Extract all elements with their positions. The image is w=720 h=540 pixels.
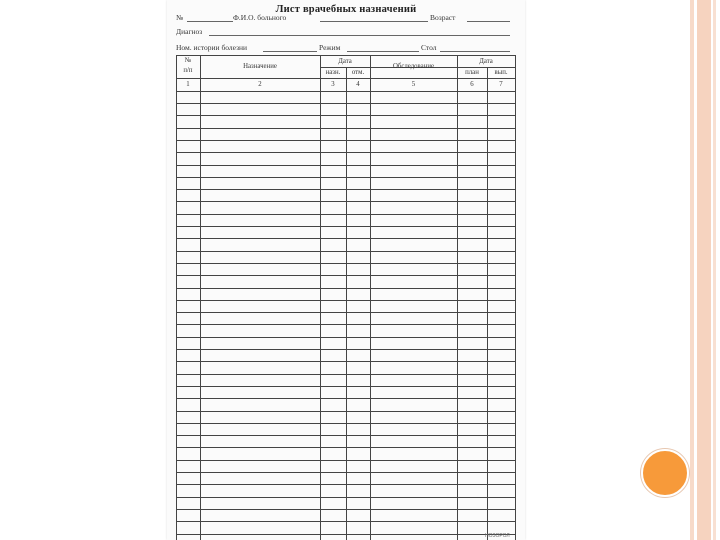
table-row-line [176,238,516,239]
number-field-line [187,21,233,22]
table-row-line [176,128,516,129]
table-row-line [176,300,516,301]
table-row-line [176,214,516,215]
table-row-line [176,189,516,190]
age-label: Возраст [430,13,456,22]
table-row-line [176,337,516,338]
footer-mark: НОЗОРОЛ [485,533,510,539]
col-prescription-header: Назначение [243,63,277,70]
table-row-line [176,398,516,399]
header-bottom-line [176,78,516,79]
col-num-header-sub: п/п [183,67,193,74]
table-row-line [176,374,516,375]
decor-stripe-main [697,0,711,540]
table-border-top [176,55,516,56]
patient-label: Ф.И.О. больного [233,13,287,22]
table-row-line [176,435,516,436]
col-date2-done-header: вып. [494,69,508,76]
table-row-line [176,324,516,325]
table-row-line [176,275,516,276]
patient-field-line [320,21,428,22]
table-row-line [176,115,516,116]
table-row-line [176,349,516,350]
col-number-1: 1 [186,81,190,88]
table-row-line [176,386,516,387]
history-label: Ном. истории болезни [176,43,248,52]
table-row-line [176,312,516,313]
col-number-3: 3 [331,81,335,88]
number-label: № [176,13,184,22]
col-number-2: 2 [258,81,262,88]
table-diet-label: Стол [421,43,437,52]
table-row-line [176,263,516,264]
regime-label: Режим [319,43,341,52]
col-date-cancelled-header: отм. [351,69,365,76]
table-row-line [176,509,516,510]
table-row-line [176,288,516,289]
col-number-6: 6 [470,81,474,88]
table-row-line [176,423,516,424]
col-date-header: Дата [338,58,352,65]
col-exam-header: Обследование [393,63,434,70]
table-row-line [176,521,516,522]
table-row-line [176,497,516,498]
regime-field-line [347,51,419,52]
table-row-line [176,447,516,448]
table-row-line [176,484,516,485]
col-number-7: 7 [499,81,503,88]
table-row-line [176,201,516,202]
table-row-line [176,165,516,166]
table-row-line [176,534,516,535]
prescriptions-table [176,55,516,540]
col-num-header: № [184,57,192,64]
numbers-row-line [176,91,516,92]
table-row-line [176,460,516,461]
table-row-line [176,103,516,104]
table-row-line [176,472,516,473]
form-title: Лист врачебных назначений [275,4,417,15]
table-row-line [176,361,516,362]
decor-stripe-right [713,0,716,540]
col-date2-planned-header: план [465,69,479,76]
table-diet-field-line [440,51,510,52]
table-row-line [176,411,516,412]
col-number-5: 5 [411,81,416,88]
diagnosis-field-line [209,35,510,36]
table-row-line [176,226,516,227]
col-date2-header: Дата [479,58,493,65]
table-row-line [176,140,516,141]
col-date-assigned-header: назн. [325,69,341,76]
table-col-line [487,67,488,540]
table-row-line [176,177,516,178]
date2-group-line [457,67,516,68]
decor-stripe-left [690,0,694,540]
table-col-line [346,67,347,540]
col-number-4: 4 [356,81,360,88]
orange-circle-icon [641,449,689,497]
table-row-line [176,152,516,153]
history-field-line [263,51,317,52]
table-row-line [176,251,516,252]
diagnosis-label: Диагноз [176,27,203,36]
scanned-form [167,0,525,540]
age-field-line [467,21,510,22]
